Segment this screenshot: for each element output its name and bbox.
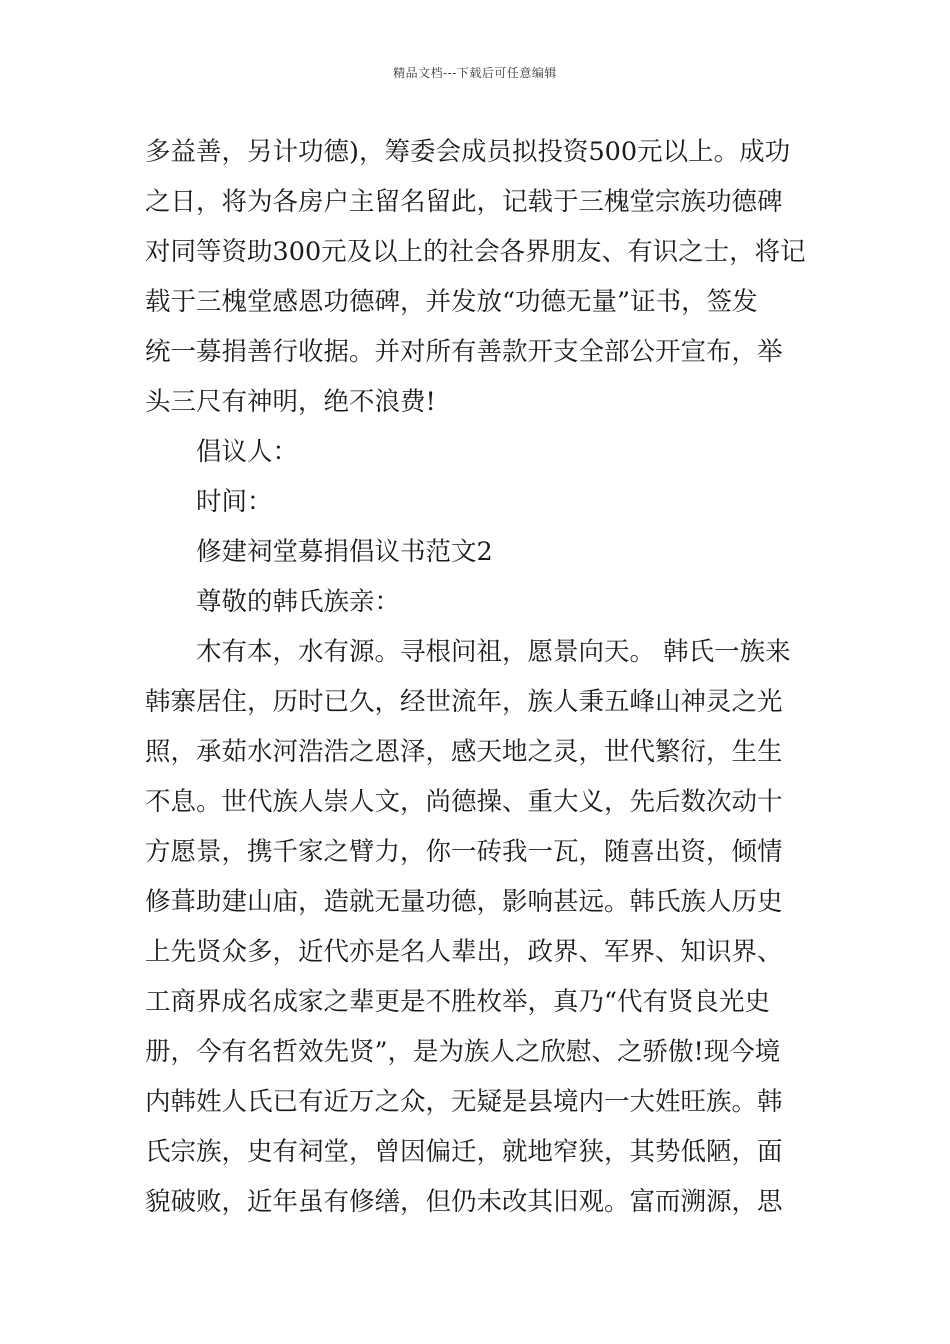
text-line: 册，今有名哲效先贤”，是为族人之欣慰、之骄傲!现今境 bbox=[145, 1037, 781, 1067]
text-line: 对同等资助300元及以上的社会各界朋友、有识之士，将记 bbox=[145, 237, 806, 267]
text-line: 方愿景，携千家之臂力，你一砖我一瓦，随喜出资，倾情 bbox=[145, 837, 783, 867]
page-header: 精品文档---下载后可任意编辑 bbox=[393, 66, 557, 80]
text-line: 氏宗族，史有祠堂，曾因偏迁，就地窄狭，其势低陋，面 bbox=[145, 1137, 783, 1167]
text-line: 木有本，水有源。寻根问祖，愿景向天。 韩氏一族来 bbox=[196, 637, 791, 667]
salutation: 尊敬的韩氏族亲： bbox=[196, 587, 401, 617]
text-line: 韩寨居住，历时已久，经世流年，族人秉五峰山神灵之光 bbox=[145, 687, 783, 717]
text-line: 内韩姓人氏已有近万之众，无疑是县境内一大姓旺族。韩 bbox=[145, 1087, 783, 1117]
text-line: 工商界成名成家之辈更是不胜枚举，真乃“代有贤良光史 bbox=[145, 987, 771, 1017]
initiator-label: 倡议人： bbox=[196, 437, 299, 467]
text-line: 头三尺有神明，绝不浪费! bbox=[145, 387, 436, 417]
document-body bbox=[145, 127, 810, 1227]
text-line: 多益善，另计功德)，筹委会成员拟投资500元以上。成功 bbox=[145, 137, 791, 167]
text-line: 上先贤众多，近代亦是名人辈出，政界、军界、知识界、 bbox=[145, 937, 783, 967]
text-line: 照，承茹水河浩浩之恩泽，感天地之灵，世代繁衍，生生 bbox=[145, 737, 783, 767]
text-line: 之日，将为各房户主留名留此，记载于三槐堂宗族功德碑 bbox=[145, 187, 783, 217]
text-line: 统一募捐善行收据。并对所有善款开支全部公开宣布，举 bbox=[145, 337, 783, 367]
text-line: 修葺助建山庙，造就无量功德，影响甚远。韩氏族人历史 bbox=[145, 887, 783, 917]
text-line: 载于三槐堂感恩功德碑，并发放“功德无量”证书，签发 bbox=[145, 287, 758, 317]
text-line: 貌破败，近年虽有修缮，但仍未改其旧观。富而溯源，思 bbox=[145, 1187, 783, 1217]
time-label: 时间： bbox=[196, 487, 273, 517]
section-title: 修建祠堂募捐倡议书范文2 bbox=[196, 537, 493, 567]
text-line: 不息。世代族人崇人文，尚德操、重大义，先后数次动十 bbox=[145, 787, 783, 817]
